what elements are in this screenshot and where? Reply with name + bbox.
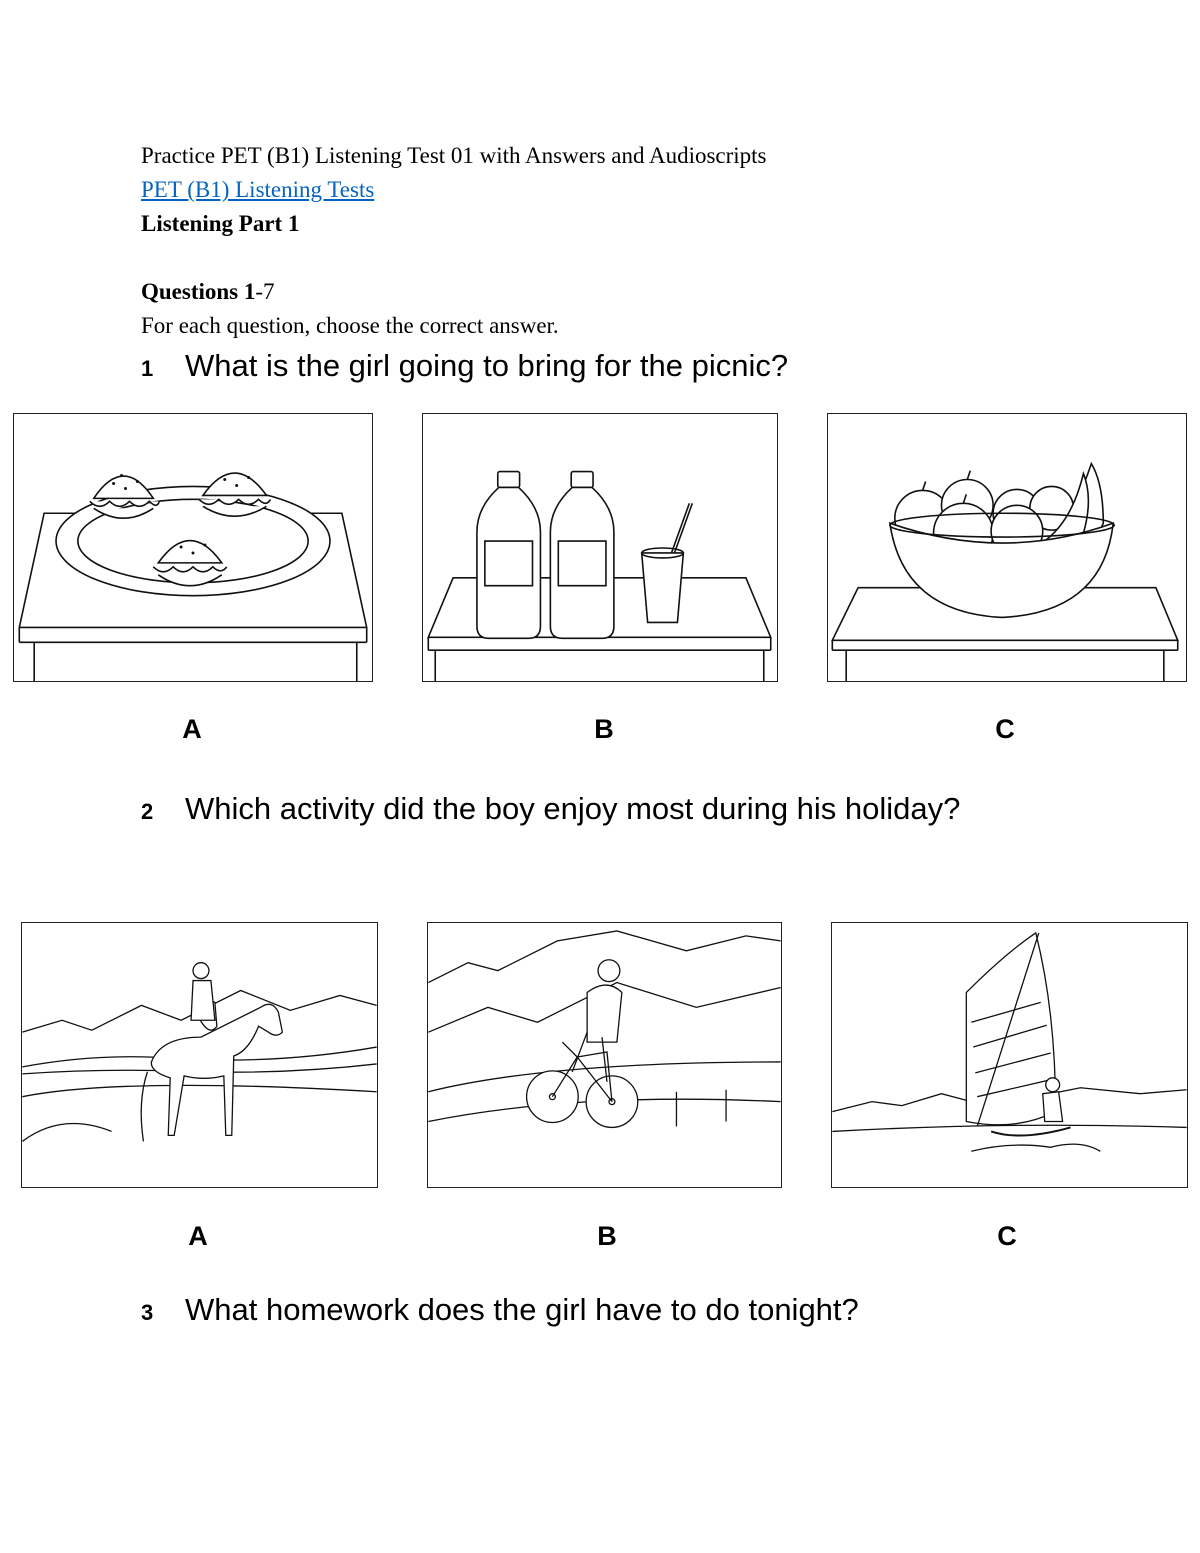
option-letter: B	[597, 1221, 617, 1251]
document-title: Practice PET (B1) Listening Test 01 with Answers and Audioscripts	[141, 143, 767, 168]
option-letter: A	[182, 714, 202, 744]
questions-range-suffix: -7	[255, 279, 275, 304]
option-letter: C	[997, 1221, 1017, 1251]
fruit-bowl-icon[interactable]	[827, 413, 1187, 682]
cycling-icon[interactable]	[427, 922, 782, 1188]
questions-range-label: Questions 1	[141, 279, 256, 304]
instruction-text: For each question, choose the correct answer.	[141, 313, 559, 338]
question-2	[141, 789, 961, 832]
question-number: 2	[141, 799, 154, 824]
bottles-and-drink-icon[interactable]	[422, 413, 778, 682]
option-letter: B	[594, 714, 614, 744]
option-letter: C	[995, 714, 1015, 744]
option-letter: A	[188, 1221, 208, 1251]
question-number: 1	[141, 356, 154, 381]
plate-of-burgers-icon[interactable]	[13, 413, 373, 682]
horse-riding-icon[interactable]	[21, 922, 378, 1188]
question-3	[141, 1290, 859, 1333]
windsurfing-icon[interactable]	[831, 922, 1188, 1188]
question-text: What is the girl going to bring for the picnic?	[185, 348, 789, 383]
question-number: 3	[141, 1300, 154, 1325]
question-1	[141, 346, 788, 389]
questions-range	[141, 279, 275, 305]
part-heading: Listening Part 1	[141, 211, 300, 236]
question-text: What homework does the girl have to do tonight?	[185, 1292, 859, 1327]
question-text: Which activity did the boy enjoy most during his holiday?	[185, 791, 961, 826]
listening-tests-link[interactable]: PET (B1) Listening Tests	[141, 177, 375, 202]
